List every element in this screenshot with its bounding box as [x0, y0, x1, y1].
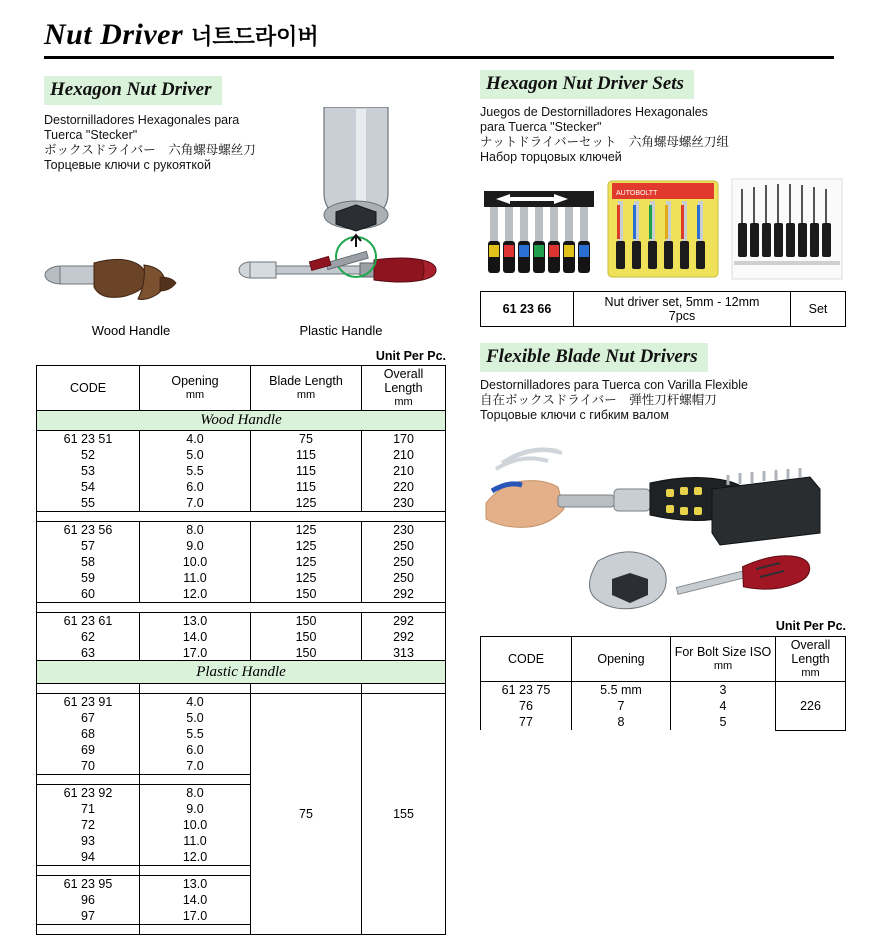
table-spacer	[37, 512, 446, 522]
th-blade-label: Blade Length	[269, 374, 343, 388]
th-overall-length	[362, 366, 446, 411]
cell-blade: 150	[251, 613, 362, 630]
cell-blade: 150	[251, 629, 362, 645]
th-opening-label: Opening	[171, 374, 219, 388]
cell-code: 61 23 61	[37, 613, 140, 630]
cell-overall: 230	[362, 495, 446, 512]
band-wood-handle	[37, 411, 446, 431]
hexagon-subtitle-line-1: Destornilladores Hexagonales para	[44, 113, 240, 127]
cell-opening: 13.0	[140, 613, 251, 630]
nut-driver-set-rack-image	[480, 175, 598, 283]
sets-subtitle-line-3: ナットドライバーセット 六角螺母螺丝刀组	[480, 135, 729, 149]
table-row	[37, 479, 446, 495]
cell-opening: 5.5	[140, 463, 251, 479]
cell-opening: 14.0	[140, 892, 251, 908]
cell-code: 76	[481, 698, 572, 714]
table-row	[37, 538, 446, 554]
fx-th-code: CODE	[481, 637, 572, 682]
th-opening	[140, 366, 251, 411]
cell-blade: 75	[251, 431, 362, 448]
cell-blade: 115	[251, 447, 362, 463]
cell-opening: 12.0	[140, 849, 251, 866]
flexible-subtitle	[480, 378, 846, 423]
sets-table-row	[481, 292, 846, 327]
band-plastic-handle	[37, 661, 446, 684]
cell-code: 58	[37, 554, 140, 570]
cell-opening: 8.0	[140, 785, 251, 802]
sets-subtitle-line-4: Набор торцовых ключей	[480, 150, 622, 164]
cell-overall: 250	[362, 570, 446, 586]
cell-bolt: 3	[671, 682, 776, 699]
cell-code: 61 23 51	[37, 431, 140, 448]
table-row	[37, 570, 446, 586]
th-blade-length	[251, 366, 362, 411]
cell-code: 67	[37, 710, 140, 726]
cell-code: 55	[37, 495, 140, 512]
cell-opening: 14.0	[140, 629, 251, 645]
cell-opening: 17.0	[140, 645, 251, 661]
cell-code: 59	[37, 570, 140, 586]
plastic-handle-caption: Plastic Handle	[299, 323, 383, 338]
th-blade-unit: mm	[296, 389, 316, 401]
plastic-handle-table	[36, 660, 446, 935]
th-opening-unit: mm	[185, 389, 205, 401]
flexible-subtitle-line-3: Торцовые ключи с гибким валом	[480, 408, 669, 422]
cell-overall: 210	[362, 447, 446, 463]
page-title-kr: 너트드라이버	[191, 24, 319, 49]
cell-blade: 150	[251, 586, 362, 603]
hexagon-sets-section	[480, 70, 846, 99]
th-overall-label: Overall Length	[383, 367, 424, 395]
cell-code: 63	[37, 645, 140, 661]
th-overall-unit: mm	[394, 396, 413, 408]
cell-opening: 7.0	[140, 495, 251, 512]
cell-code: 94	[37, 849, 140, 866]
table-row	[37, 522, 446, 539]
sets-unit: Set	[791, 292, 846, 327]
cell-overall: 210	[362, 463, 446, 479]
cell-blade: 115	[251, 463, 362, 479]
flexible-blade-section	[480, 343, 846, 372]
sets-subtitle-line-2: para Tuerca "Stecker"	[480, 120, 602, 134]
fx-th-overall-unit: mm	[801, 667, 820, 679]
nut-driver-set-display-image	[728, 175, 846, 283]
cell-opening: 5.0	[140, 447, 251, 463]
cell-overall: 313	[362, 645, 446, 661]
nut-driver-set-pouch-image	[604, 175, 722, 283]
sets-table	[480, 291, 846, 327]
cell-opening: 9.0	[140, 538, 251, 554]
cell-overall: 220	[362, 479, 446, 495]
cell-code: 54	[37, 479, 140, 495]
hexagon-subtitle-line-2: Tuerca "Stecker"	[44, 128, 138, 142]
band-plastic-handle-label: Plastic Handle	[37, 661, 446, 684]
cell-overall-merged: 226	[776, 682, 846, 731]
cell-opening: 4.0	[140, 431, 251, 448]
table-row	[37, 694, 446, 711]
table-row	[37, 463, 446, 479]
cell-code: 77	[481, 714, 572, 730]
hexagon-nut-driver-section	[44, 76, 446, 105]
cell-code: 57	[37, 538, 140, 554]
fx-th-overall	[776, 637, 846, 682]
cell-opening: 11.0	[140, 570, 251, 586]
fx-th-bolt-unit: mm	[713, 660, 733, 672]
table-spacer	[37, 684, 446, 694]
cell-code: 70	[37, 758, 140, 775]
page-title	[44, 18, 834, 59]
flexible-subtitle-line-1: Destornilladores para Tuerca con Varilla Flexible	[480, 378, 748, 392]
fx-th-bolt	[671, 637, 776, 682]
unit-per-pc-note-right: Unit Per Pc.	[775, 619, 846, 633]
table-row	[37, 586, 446, 603]
wood-handle-driver-image	[36, 205, 226, 325]
cell-overall: 170	[362, 431, 446, 448]
cell-overall: 292	[362, 629, 446, 645]
cell-overall-merged: 155	[362, 694, 446, 935]
hexagon-product-images	[36, 177, 446, 338]
cell-code: 61 23 91	[37, 694, 140, 711]
cell-code: 61 23 95	[37, 876, 140, 893]
hexagon-subtitle-line-3: ボックスドライバー 六角螺母螺丝刀	[44, 143, 256, 157]
unit-per-pc-note-left: Unit Per Pc.	[375, 349, 446, 363]
cell-code: 68	[37, 726, 140, 742]
sets-code: 61 23 66	[481, 292, 574, 327]
cell-blade: 115	[251, 479, 362, 495]
cell-opening: 8	[572, 714, 671, 730]
right-column	[480, 70, 846, 731]
cell-blade: 150	[251, 645, 362, 661]
cell-bolt: 5	[671, 714, 776, 730]
cell-code: 93	[37, 833, 140, 849]
table-row	[37, 447, 446, 463]
cell-blade: 125	[251, 495, 362, 512]
sets-description	[574, 292, 791, 327]
cell-code: 60	[37, 586, 140, 603]
cell-code: 61 23 92	[37, 785, 140, 802]
cell-code: 52	[37, 447, 140, 463]
sets-subtitle-line-1: Juegos de Destornilladores Hexagonales	[480, 105, 708, 119]
socket-head-closeup-image	[296, 107, 426, 297]
cell-overall: 292	[362, 613, 446, 630]
section-heading-hexagon: Hexagon Nut Driver	[44, 76, 222, 105]
cell-code: 61 23 56	[37, 522, 140, 539]
cell-bolt: 4	[671, 698, 776, 714]
fx-th-overall-label: Overall Length	[790, 638, 831, 666]
th-code: CODE	[37, 366, 140, 411]
page-title-en: Nut Driver	[44, 18, 184, 51]
svg-text:AUTOBOLTT: AUTOBOLTT	[616, 190, 658, 197]
cell-opening: 7.0	[140, 758, 251, 775]
sets-images	[480, 175, 846, 283]
cell-opening: 5.5 mm	[572, 682, 671, 699]
sets-subtitle	[480, 105, 846, 165]
cell-code: 97	[37, 908, 140, 925]
sets-desc-line-1: Nut driver set, 5mm - 12mm	[604, 295, 760, 309]
cell-opening: 12.0	[140, 586, 251, 603]
cell-opening: 6.0	[140, 479, 251, 495]
cell-opening: 6.0	[140, 742, 251, 758]
flexible-table-header-row	[481, 637, 846, 682]
fx-th-bolt-label: For Bolt Size ISO	[674, 645, 772, 659]
cell-blade: 125	[251, 522, 362, 539]
section-heading-sets: Hexagon Nut Driver Sets	[480, 70, 694, 99]
table-row	[37, 629, 446, 645]
flexible-blade-driver-image	[480, 429, 846, 619]
cell-code: 53	[37, 463, 140, 479]
cell-opening: 5.0	[140, 710, 251, 726]
flexible-driver-images	[480, 429, 846, 619]
table-row	[37, 613, 446, 630]
cell-blade: 125	[251, 570, 362, 586]
cell-opening: 10.0	[140, 554, 251, 570]
cell-code: 62	[37, 629, 140, 645]
band-wood-handle-label: Wood Handle	[37, 411, 446, 431]
cell-overall: 250	[362, 554, 446, 570]
cell-overall: 292	[362, 586, 446, 603]
cell-opening: 8.0	[140, 522, 251, 539]
table-header-row	[37, 366, 446, 411]
table-row	[481, 682, 846, 699]
cell-blade: 125	[251, 538, 362, 554]
cell-overall: 230	[362, 522, 446, 539]
cell-blade-merged: 75	[251, 694, 362, 935]
cell-code: 96	[37, 892, 140, 908]
table-row	[37, 495, 446, 512]
cell-opening: 17.0	[140, 908, 251, 925]
cell-opening: 4.0	[140, 694, 251, 711]
cell-opening: 5.5	[140, 726, 251, 742]
table-row	[37, 554, 446, 570]
section-heading-flexible: Flexible Blade Nut Drivers	[480, 343, 708, 372]
flexible-blade-table	[480, 636, 846, 731]
cell-opening: 10.0	[140, 817, 251, 833]
left-column	[36, 76, 446, 935]
table-row	[37, 431, 446, 448]
cell-opening: 7	[572, 698, 671, 714]
cell-code: 69	[37, 742, 140, 758]
fx-th-opening: Opening	[572, 637, 671, 682]
cell-code: 72	[37, 817, 140, 833]
cell-code: 71	[37, 801, 140, 817]
cell-opening: 13.0	[140, 876, 251, 893]
wood-handle-caption: Wood Handle	[91, 323, 171, 338]
sets-desc-line-2: 7pcs	[668, 309, 696, 323]
cell-code: 61 23 75	[481, 682, 572, 699]
hexagon-subtitle-line-4: Торцевые ключи с рукояткой	[44, 158, 211, 172]
flexible-subtitle-line-2: 自在ボックスドライバー 弾性刀杆螺帽刀	[480, 393, 717, 407]
cell-blade: 125	[251, 554, 362, 570]
cell-overall: 250	[362, 538, 446, 554]
cell-opening: 9.0	[140, 801, 251, 817]
table-row	[37, 645, 446, 661]
table-spacer	[37, 603, 446, 613]
cell-opening: 11.0	[140, 833, 251, 849]
hexagon-nut-driver-table	[36, 365, 446, 661]
